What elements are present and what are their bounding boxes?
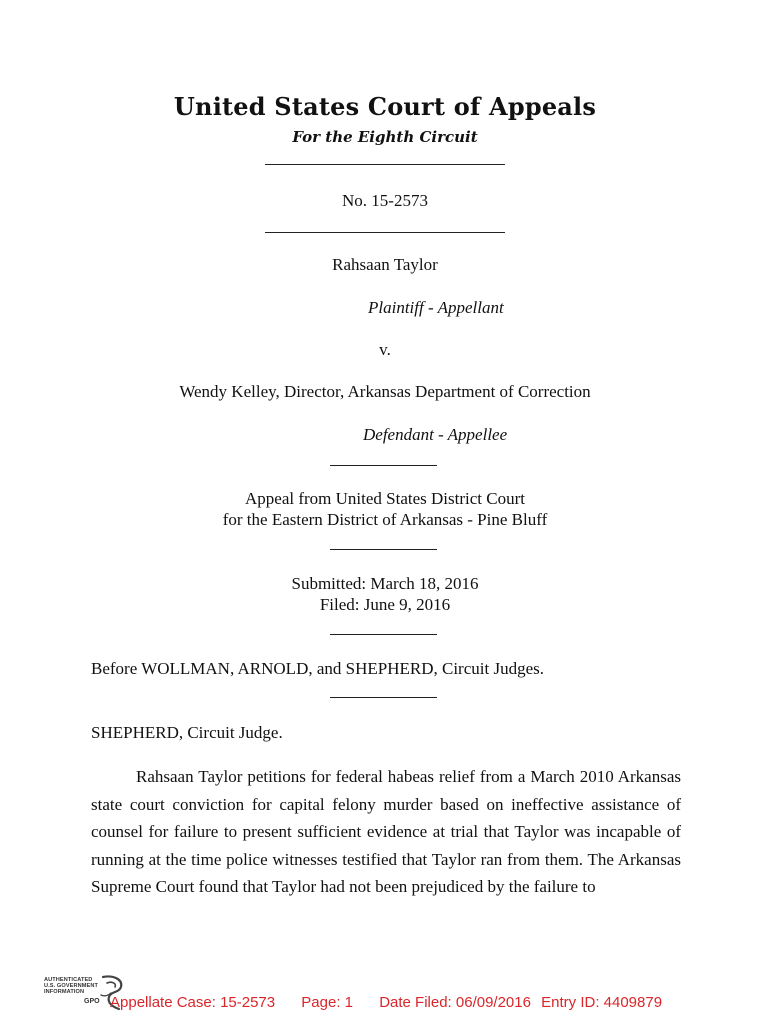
gpo-badge-text: AUTHENTICATED U.S. GOVERNMENT INFORMATION [44,977,99,996]
opinion-paragraph: Rahsaan Taylor petitions for federal habeas relief from a March 2010 Arkansas state court conviction for capital felony murder based on ineffective assistance of counsel for failure to present sufficient evidence at trial that Taylor was incapable of running at the time police witnesses testified that Taylor ran from them. The Arkansas Supreme Court found that Taylor had not been prejudiced by the failure to [91,767,681,896]
footer-page: Page: 1 [301,994,354,1011]
divider [330,549,437,550]
gpo-badge-mark: GPO [84,998,100,1005]
divider [265,164,505,165]
appellant-name: Rahsaan Taylor [332,255,438,274]
versus: v. [379,340,391,359]
footer-case: Appellate Case: 15-2573 [110,994,276,1011]
filed-date: Filed: June 9, 2016 [319,595,451,614]
appellee-role: Defendant - Appellee [363,425,508,444]
submitted-date: Submitted: March 18, 2016 [291,574,479,593]
footer-stamp [110,994,662,1011]
circuit-subtitle: For the Eighth Circuit [292,128,478,146]
court-title: United States Court of Appeals [173,92,597,121]
footer-date-filed: Date Filed: 06/09/2016 [379,994,531,1011]
divider [330,465,437,466]
appellant-role: Plaintiff - Appellant [368,298,504,317]
case-number: No. 15-2573 [342,191,428,210]
divider [330,634,437,635]
footer-entry-id: Entry ID: 4409879 [541,994,663,1011]
panel-judges: Before WOLLMAN, ARNOLD, and SHEPHERD, Circuit Judges. [91,659,544,678]
appellee-name: Wendy Kelley, Director, Arkansas Department of Correction [179,382,591,401]
divider [330,697,437,698]
opinion-author: SHEPHERD, Circuit Judge. [91,723,283,742]
appeal-line-2: for the Eastern District of Arkansas - Pine Bluff [222,510,548,529]
divider [265,232,505,233]
appeal-line-1: Appeal from United States District Court [245,489,525,508]
